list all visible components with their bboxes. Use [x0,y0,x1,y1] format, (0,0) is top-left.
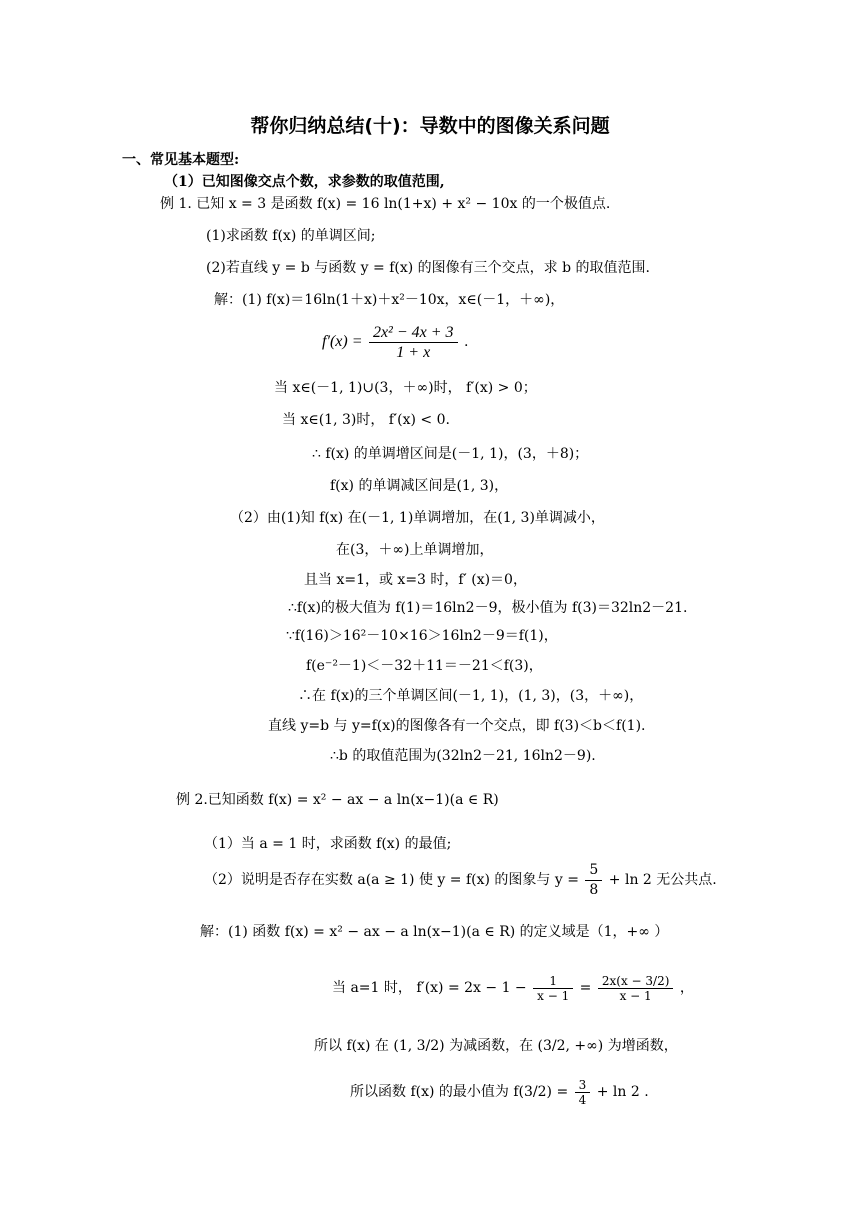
solution2-line2-end: ， [679,980,694,996]
example2-question2 [204,860,717,900]
solution1-line13: f(e⁻²－1)＜－32＋11＝－21＜f(3)， [306,658,543,674]
question2-prefix: （2）说明是否存在实数 a(a ≥ 1) 使 y = f(x) 的图象与 y = [204,872,579,888]
section-heading: 一、常见基本题型: [122,152,240,168]
solution1-line6: ∴ f(x) 的单调增区间是(－1, 1)，(3，＋8)； [312,446,589,462]
solution2-line4-suffix: + ln 2 . [596,1084,649,1100]
solution1-line12: ∵f(16)＞16²－10×16＞16ln2－9＝f(1)， [286,628,558,644]
derivative-numerator: 2x² − 4x + 3 [369,323,458,343]
solution2-line1: 解：(1) 函数 f(x) = x² − ax − a ln(x−1)(a ∈ R) 的定义域是（1，+∞ ） [200,924,669,940]
question2-numerator: 5 [585,861,602,881]
solution1-line8: （2）由(1)知 f(x) 在(－1, 1)单调增加，在(1, 3)单调减小， [230,510,605,526]
derivative-lhs: f′(x) = [322,333,363,350]
solution2-line2-prefix: 当 a=1 时， f′(x) = 2x − 1 − [332,980,527,996]
solution1-line16: ∴b 的取值范围为(32ln2－21, 16ln2－9). [330,748,596,764]
question2-denominator: 8 [589,881,599,898]
derivative-fraction [369,323,458,362]
solution2-fraction1 [533,974,573,1003]
fraction3-denominator: 4 [578,1092,587,1107]
equals-sign: = [579,980,592,996]
fraction1-numerator: 1 [533,974,573,989]
derivative-denominator: 1 + x [396,343,431,361]
solution1-line7: f(x) 的单调减区间是(1, 3)， [330,478,509,494]
example1-question1: (1)求函数 f(x) 的单调区间; [206,228,376,244]
solution1-line1: 解：(1) f(x)＝16ln(1＋x)＋x²－10x，x∈(－1，＋∞)， [214,292,565,308]
question2-fraction [585,861,602,900]
solution1-line9: 在(3，＋∞)上单调增加， [336,542,494,558]
fraction2-numerator: 2x(x − 3/2) [598,974,674,989]
solution2-line4-prefix: 所以函数 f(x) 的最小值为 f(3/2) = [350,1084,569,1100]
page-title: 帮你归纳总结(十)：导数中的图像关系问题 [250,115,610,137]
example2-question1: （1）当 a = 1 时，求函数 f(x) 的最值; [204,836,452,852]
solution1-line14: ∴在 f(x)的三个单调区间(－1, 1)，(1, 3)，(3，＋∞)， [298,688,644,704]
solution1-line10: 且当 x=1，或 x=3 时，f′ (x)＝0， [304,572,527,588]
solution2-fraction2 [598,974,674,1003]
solution2-line2 [332,968,694,1008]
solution1-line15: 直线 y=b 与 y=f(x)的图像各有一个交点，即 f(3)＜b＜f(1). [268,718,646,734]
solution1-line11: ∴f(x)的极大值为 f(1)＝16ln2－9，极小值为 f(3)＝32ln2－21. [288,600,688,616]
solution2-line3: 所以 f(x) 在 (1, 3/2) 为减函数，在 (3/2, +∞) 为增函数， [314,1038,678,1054]
example2-stem: 例 2.已知函数 f(x) = x² − ax − a ln(x−1)(a ∈ R) [176,792,499,808]
solution2-fraction3 [575,1078,591,1107]
question2-suffix: + ln 2 无公共点. [608,872,717,888]
example1-stem: 例 1. 已知 x = 3 是函数 f(x) = 16 ln(1+x) + x² − 10x 的一个极值点. [160,196,611,212]
solution2-line4 [350,1072,649,1112]
fraction3-numerator: 3 [575,1078,591,1093]
solution1-line5: 当 x∈(1, 3)时， f′(x) < 0. [282,412,450,428]
example1-question2: (2)若直线 y = b 与函数 y = f(x) 的图像有三个交点，求 b 的取值范围. [206,260,650,276]
solution1-line4: 当 x∈(－1, 1)∪(3，＋∞)时， f′(x) > 0； [274,380,537,396]
fraction1-denominator: x − 1 [537,988,570,1003]
fraction2-denominator: x − 1 [619,988,652,1003]
derivative-formula [322,322,468,362]
derivative-period: . [464,334,469,350]
subsection-heading: （1）已知图像交点个数，求参数的取值范围, [164,174,445,190]
